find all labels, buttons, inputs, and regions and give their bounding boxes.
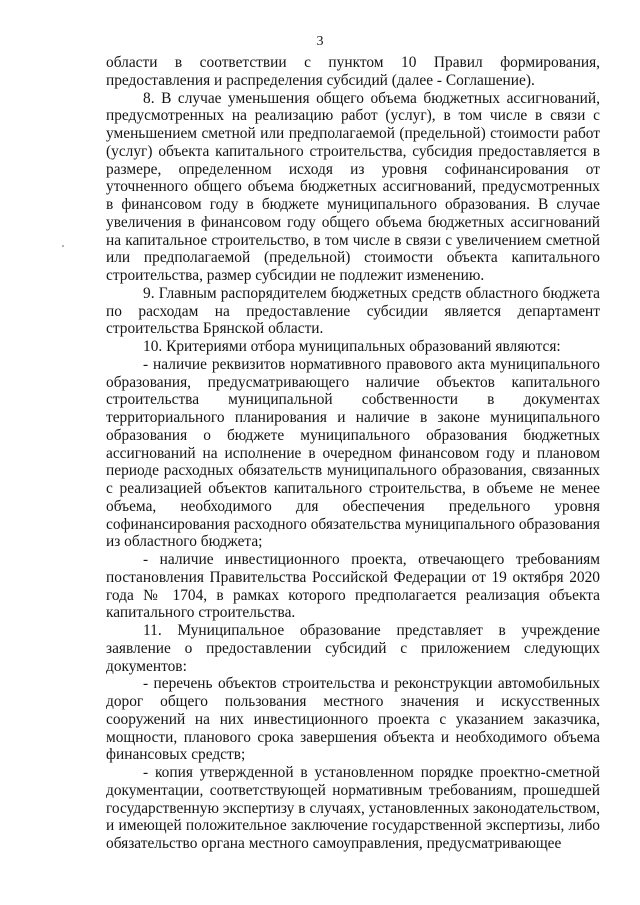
paragraph-item-9: 9. Главным распорядителем бюджетных средств областного бюджета по расходам на предоставление субсидии является департамент строительства Брянской области. (106, 284, 600, 338)
paragraph-item-11: 11. Муниципальное образование представляет в учреждение заявление о предоставлении субсидий с приложением следующих документов: (106, 622, 600, 675)
document-body (106, 54, 600, 853)
paragraph-criterion-legal-act: - наличие реквизитов нормативного правового акта муниципального образования, предусматривающего наличие объектов капитального строительства муниципальной собственности в документах территориального планирования и наличие в законе муниципального образования о бюджете муниципального образования бюджетных ассигнований на исполнение в очередном финансовом году и плановом периоде расходных обязательств муниципального образования, связанных с реализацией объектов капитального строительства, в объеме не менее объема, необходимого для обеспечения предельного уровня софинансирования расходного обязательства муниципального образования из областного бюджета; (106, 355, 600, 551)
scan-speck (62, 245, 64, 247)
paragraph-item-10: 10. Критериями отбора муниципальных образований являются: (143, 338, 561, 355)
paragraph-criterion-investment-project: - наличие инвестиционного проекта, отвечающего требованиям постановления Правительства Российской Федерации от 19 октября 2020 года № 1704, в рамках которого предполагается реализация объекта капитального строительства. (106, 551, 600, 622)
paragraph-item-8: 8. В случае уменьшения общего объема бюджетных ассигнований, предусмотренных на реализацию работ (услуг), в том числе в связи с уменьшением сметной или предполагаемой (предельной) стоимости работ (услуг) объекта капитального строительства, субсидия предоставляется в размере, определенном исходя из уровня софинансирования от уточненного общего объема бюджетных ассигнований, предусмотренных в финансовом году в бюджете муниципального образования. В случае увеличения в финансовом году общего объема бюджетных ассигнований на капитальное строительство, в том числе в связи с увеличением сметной или предполагаемой (предельной) стоимости объекта капитального строительства, размер субсидии не подлежит изменению. (106, 89, 600, 284)
paragraph-agreement-continuation: области в соответствии с пунктом 10 Правил формирования, предоставления и распределения субсидий (далее - Соглашение). (106, 54, 600, 89)
paragraph-document-design-estimate: - копия утвержденной в установленном порядке проектно-сметной документации, соответствующей нормативным требованиям, прошедшей государственную экспертизу в случаях, установленных законодательством, и имеющей положительное заключение государственной экспертизы, либо обязательство органа местного самоуправления, предусматривающее (106, 764, 600, 852)
page-number: 3 (316, 34, 324, 49)
paragraph-document-list-objects: - перечень объектов строительства и реконструкции автомобильных дорог общего пользования местного значения и искусственных сооружений на них инвестиционного проекта с указанием заказчика, мощности, планового срока завершения объекта и необходимого объема финансовых средств; (106, 675, 600, 764)
